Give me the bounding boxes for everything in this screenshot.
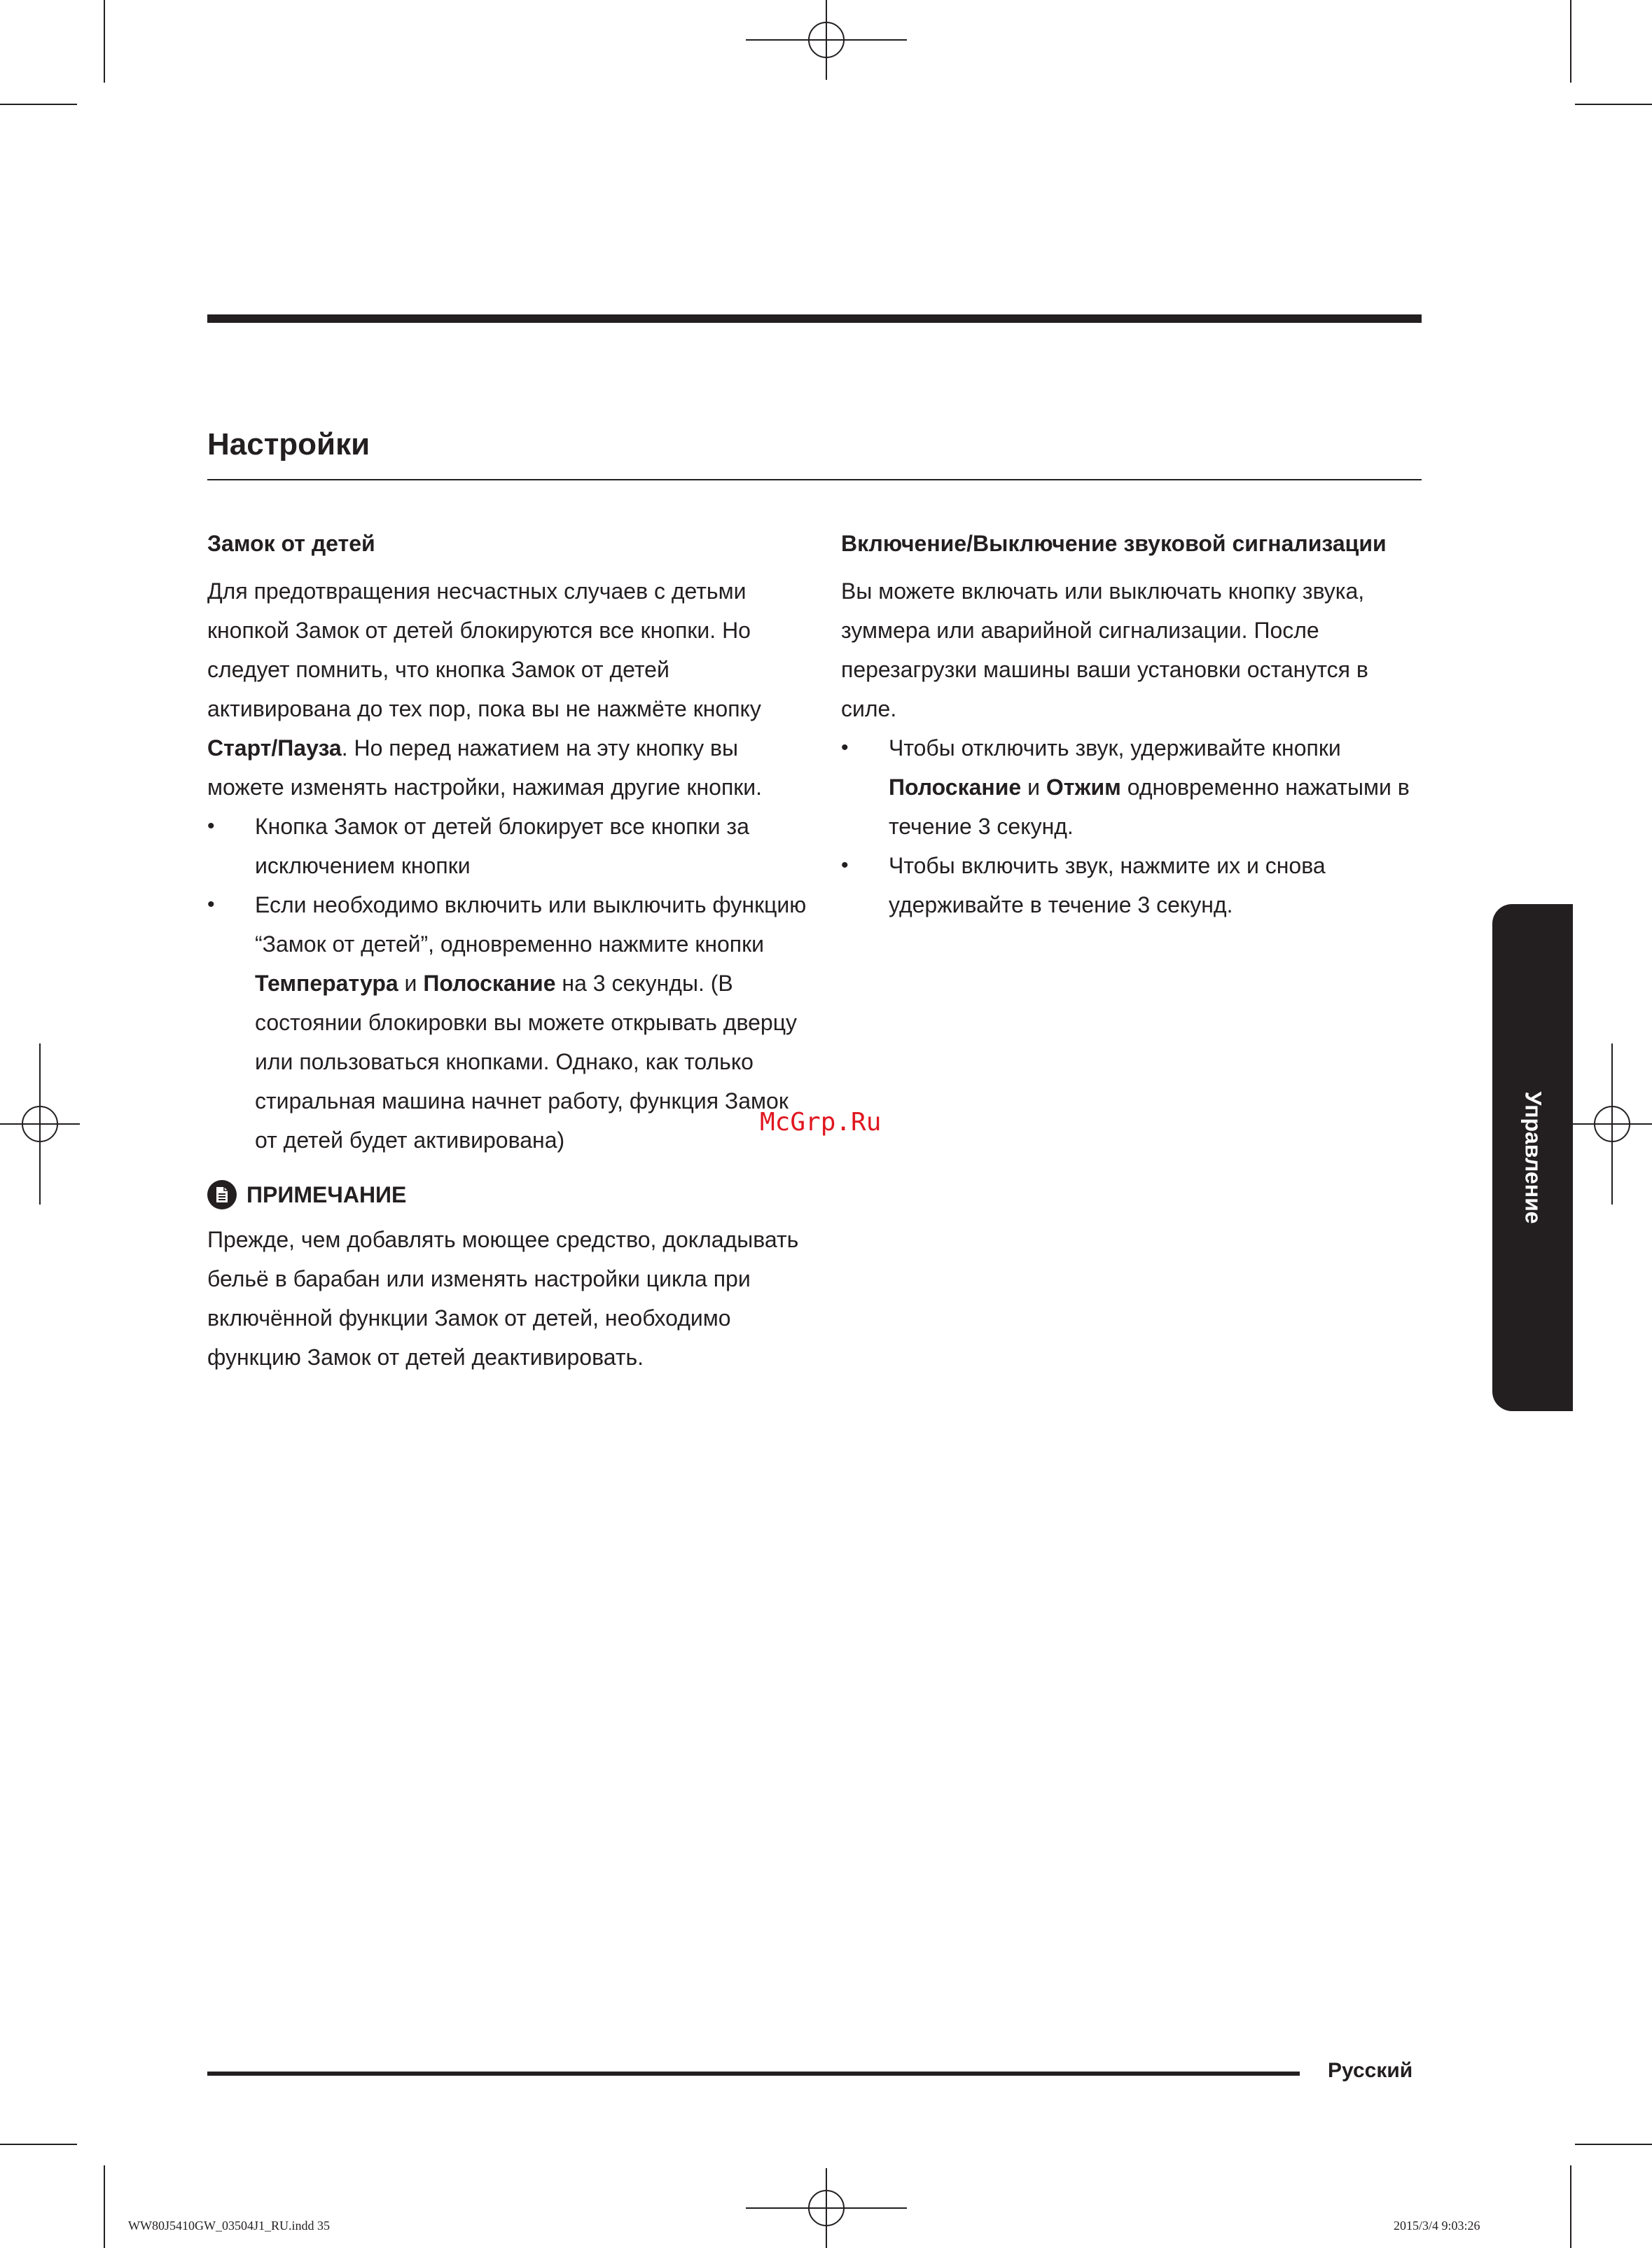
sound-intro: Вы можете включать или выключать кнопку звука, зуммера или аварийной сигнализации. После перезагрузки машины ваши установки останутся в силе. — [841, 578, 1368, 721]
child-lock-heading: Замок от детей — [207, 531, 375, 556]
spin-label: Отжим — [1046, 775, 1121, 800]
note-icon — [207, 1180, 237, 1209]
note-text: Прежде, чем добавлять моющее средство, докладывать бельё в барабан или изменять настройки цикла при включённой функции Замок от детей, необходимо функцию Замок от детей деактивировать. — [207, 1227, 799, 1370]
slug-date: 2015/3/4 9:03:26 — [1394, 2219, 1480, 2233]
footer-language: Русский — [1328, 2059, 1413, 2082]
rinse-label: Полоскание — [889, 775, 1022, 800]
start-pause-label: Старт/Пауза — [207, 735, 342, 761]
sound-list — [841, 728, 1429, 924]
list-item: • Чтобы отключить звук, удерживайте кнопки Полоскание и Отжим одновременно нажатыми в течение 3 секунд. — [841, 728, 1429, 846]
title-rule — [207, 479, 1422, 480]
list-item: • Если необходимо включить или выключить функцию “Замок от детей”, одновременно нажмите кнопки Температура и Полоскание на 3 секунды. (В состоянии блокировки вы можете открывать дверцу или пользоваться кнопками. Однако, как только стиральная машина начнет работу, функция Замок от детей будет активирована) — [207, 885, 817, 1160]
sound-heading: Включение/Выключение звуковой сигнализации — [841, 531, 1387, 556]
slug-filename: WW80J5410GW_03504J1_RU.indd 35 — [128, 2219, 330, 2233]
child-lock-section — [207, 527, 817, 1377]
page-title: Настройки — [207, 427, 370, 462]
footer-rule — [207, 2072, 1300, 2076]
list-item: • Чтобы включить звук, нажмите их и снова удерживайте в течение 3 секунд. — [841, 846, 1429, 924]
section-tab-label: Управление — [1520, 1091, 1546, 1224]
list-item: • Кнопка Замок от детей блокирует все кнопки за исключением кнопки — [207, 807, 817, 885]
child-lock-list — [207, 807, 817, 1160]
section-tab — [1492, 904, 1573, 1411]
temperature-label: Температура — [255, 971, 398, 996]
top-rule — [207, 314, 1422, 323]
note-label: ПРИМЕЧАНИЕ — [247, 1182, 407, 1207]
note-header — [207, 1175, 817, 1214]
rinse-label: Полоскание — [423, 971, 556, 996]
sound-section — [841, 527, 1429, 924]
child-lock-intro: Для предотвращения несчастных случаев с детьми кнопкой Замок от детей блокируются все кнопки. Но следует помнить, что кнопка Замок от детей активирована до тех пор, пока вы не нажмёте кнопку Старт/Пауза. Но перед нажатием на эту кнопку вы можете изменять настройки, нажимая другие кнопки. — [207, 578, 763, 800]
watermark: McGrp.Ru — [760, 1108, 882, 1137]
